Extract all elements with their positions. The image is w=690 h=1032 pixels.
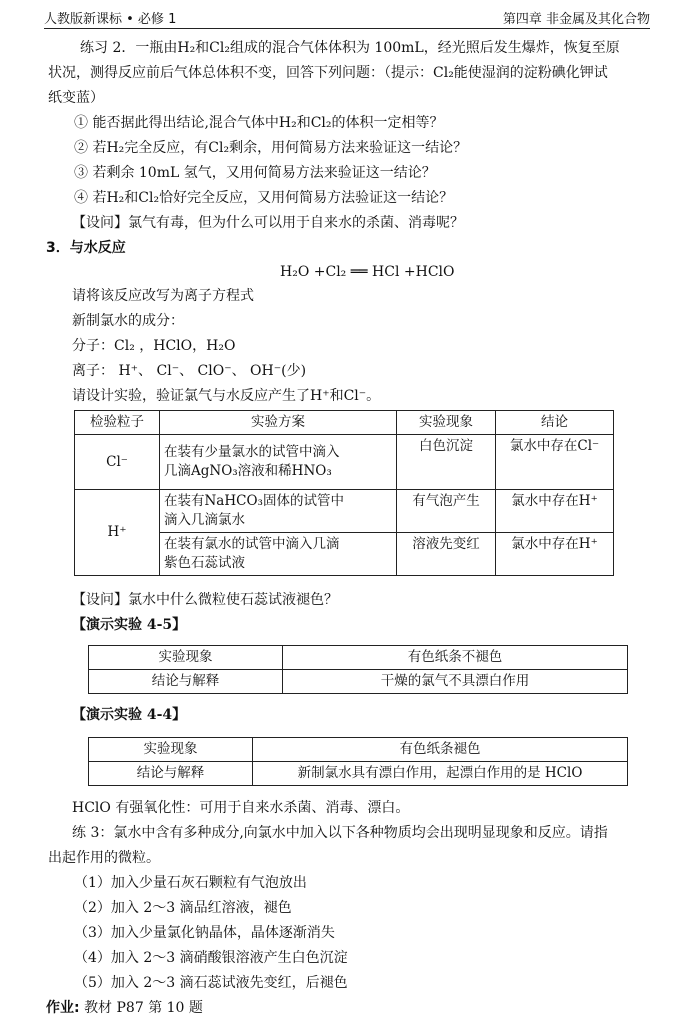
exercise3-item: （1）加入少量石灰石颗粒有气泡放出 bbox=[74, 875, 307, 891]
table-row bbox=[89, 762, 628, 786]
hclo-property: HClO 有强氧化性：可用于自来水杀菌、消毒、漂白。 bbox=[72, 800, 410, 816]
row-value: 有色纸条褪色 bbox=[253, 738, 628, 762]
row-value: 新制氯水具有漂白作用，起漂白作用的是 HClO bbox=[253, 762, 628, 786]
demo-4-5-table bbox=[88, 645, 628, 694]
verification-table bbox=[74, 410, 614, 576]
demo-4-5-title: 【演示实验 4-5】 bbox=[72, 617, 187, 633]
section3-line1: 请将该反应改写为离子方程式 bbox=[72, 288, 254, 304]
demo-4-4-table bbox=[88, 737, 628, 786]
question-prompt-2: 【设问】氯水中什么微粒使石蕊试液褪色？ bbox=[72, 592, 338, 608]
plan-cell bbox=[160, 533, 397, 576]
exercise2-q1: ① 能否据此得出结论,混合气体中H₂和Cl₂的体积一定相等？ bbox=[74, 115, 444, 131]
section3-title: 3．与水反应 bbox=[46, 240, 126, 256]
table-header: 实验方案 bbox=[160, 411, 397, 435]
exercise3-line1: 练 3：氯水中含有多种成分,向氯水中加入以下各种物质均会出现明显现象和反应。请指 bbox=[72, 825, 608, 841]
plan-line: 在装有氯水的试管中滴入几滴 bbox=[164, 536, 340, 552]
conclusion-cell: 氯水中存在Cl⁻ bbox=[496, 435, 614, 490]
row-value: 干燥的氯气不具漂白作用 bbox=[283, 670, 628, 694]
page-header bbox=[44, 6, 650, 29]
homework bbox=[46, 998, 203, 1018]
observation-cell: 白色沉淀 bbox=[397, 435, 496, 490]
table-header: 实验现象 bbox=[397, 411, 496, 435]
table-header-row bbox=[75, 411, 614, 435]
table-row bbox=[75, 490, 614, 533]
section3-line5: 请设计实验，验证氯气与水反应产生了H⁺和Cl⁻。 bbox=[72, 388, 381, 404]
table-row bbox=[89, 670, 628, 694]
section3-line2: 新制氯水的成分： bbox=[72, 313, 184, 329]
exercise2-q3: ③ 若剩余 10mL 氢气，又用何简易方法来验证这一结论？ bbox=[74, 165, 436, 181]
conclusion-cell: 氯水中存在H⁺ bbox=[496, 490, 614, 533]
plan-line: 在装有少量氯水的试管中滴入 bbox=[164, 444, 340, 460]
table-row bbox=[89, 646, 628, 670]
exercise2-q2: ② 若H₂完全反应，有Cl₂剩余，用何简易方法来验证这一结论？ bbox=[74, 140, 468, 156]
table-header: 结论 bbox=[496, 411, 614, 435]
row-label: 实验现象 bbox=[89, 646, 283, 670]
section3-ions: 离子： H⁺、 Cl⁻、 ClO⁻、 OH⁻(少) bbox=[72, 363, 307, 379]
observation-cell: 溶液先变红 bbox=[397, 533, 496, 576]
particle-cell: H⁺ bbox=[75, 490, 160, 576]
table-header: 检验粒子 bbox=[75, 411, 160, 435]
exercise3-item: （4）加入 2～3 滴硝酸银溶液产生白色沉淀 bbox=[74, 950, 348, 966]
header-left: 人教版新课标 • 必修 1 bbox=[44, 12, 177, 27]
exercise2-line3: 纸变蓝） bbox=[48, 90, 104, 106]
plan-line: 滴入几滴氯水 bbox=[164, 512, 245, 528]
reaction-equation: H₂O +Cl₂ ══ HCl +HClO bbox=[280, 264, 455, 280]
particle-cell: Cl⁻ bbox=[75, 435, 160, 490]
exercise2-line1: 练习 2．一瓶由H₂和Cl₂组成的混合气体体积为 100mL，经光照后发生爆炸，恢复至原 bbox=[80, 40, 620, 56]
question-prompt-1: 【设问】氯气有毒，但为什么可以用于自来水的杀菌、消毒呢？ bbox=[72, 215, 464, 231]
demo-4-4-title: 【演示实验 4-4】 bbox=[72, 707, 187, 723]
plan-cell bbox=[160, 490, 397, 533]
row-value: 有色纸条不褪色 bbox=[283, 646, 628, 670]
plan-line: 紫色石蕊试液 bbox=[164, 555, 245, 571]
row-label: 结论与解释 bbox=[89, 762, 253, 786]
table-row bbox=[75, 435, 614, 490]
exercise3-item: （5）加入 2～3 滴石蕊试液先变红，后褪色 bbox=[74, 975, 348, 991]
plan-line: 几滴AgNO₃溶液和稀HNO₃ bbox=[164, 463, 332, 479]
section3-molecules: 分子：Cl₂ ，HClO，H₂O bbox=[72, 338, 236, 354]
exercise3-item: （3）加入少量氯化钠晶体，晶体逐渐消失 bbox=[74, 925, 335, 941]
header-right: 第四章 非金属及其化合物 bbox=[502, 12, 650, 27]
plan-line: 在装有NaHCO₃固体的试管中 bbox=[164, 493, 344, 509]
homework-label: 作业: bbox=[46, 1000, 80, 1016]
conclusion-cell: 氯水中存在H⁺ bbox=[496, 533, 614, 576]
exercise2-line2: 状况，测得反应前后气体总体积不变，回答下列问题：（提示：Cl₂能使湿润的淀粉碘化钾试 bbox=[48, 65, 608, 81]
exercise3-item: （2）加入 2～3 滴品红溶液，褪色 bbox=[74, 900, 292, 916]
row-label: 实验现象 bbox=[89, 738, 253, 762]
row-label: 结论与解释 bbox=[89, 670, 283, 694]
homework-text: 教材 P87 第 10 题 bbox=[84, 1000, 203, 1016]
plan-cell bbox=[160, 435, 397, 490]
exercise3-line2: 出起作用的微粒。 bbox=[48, 850, 160, 866]
observation-cell: 有气泡产生 bbox=[397, 490, 496, 533]
exercise2-q4: ④ 若H₂和Cl₂恰好完全反应，又用何简易方法验证这一结论？ bbox=[74, 190, 454, 206]
table-row bbox=[89, 738, 628, 762]
